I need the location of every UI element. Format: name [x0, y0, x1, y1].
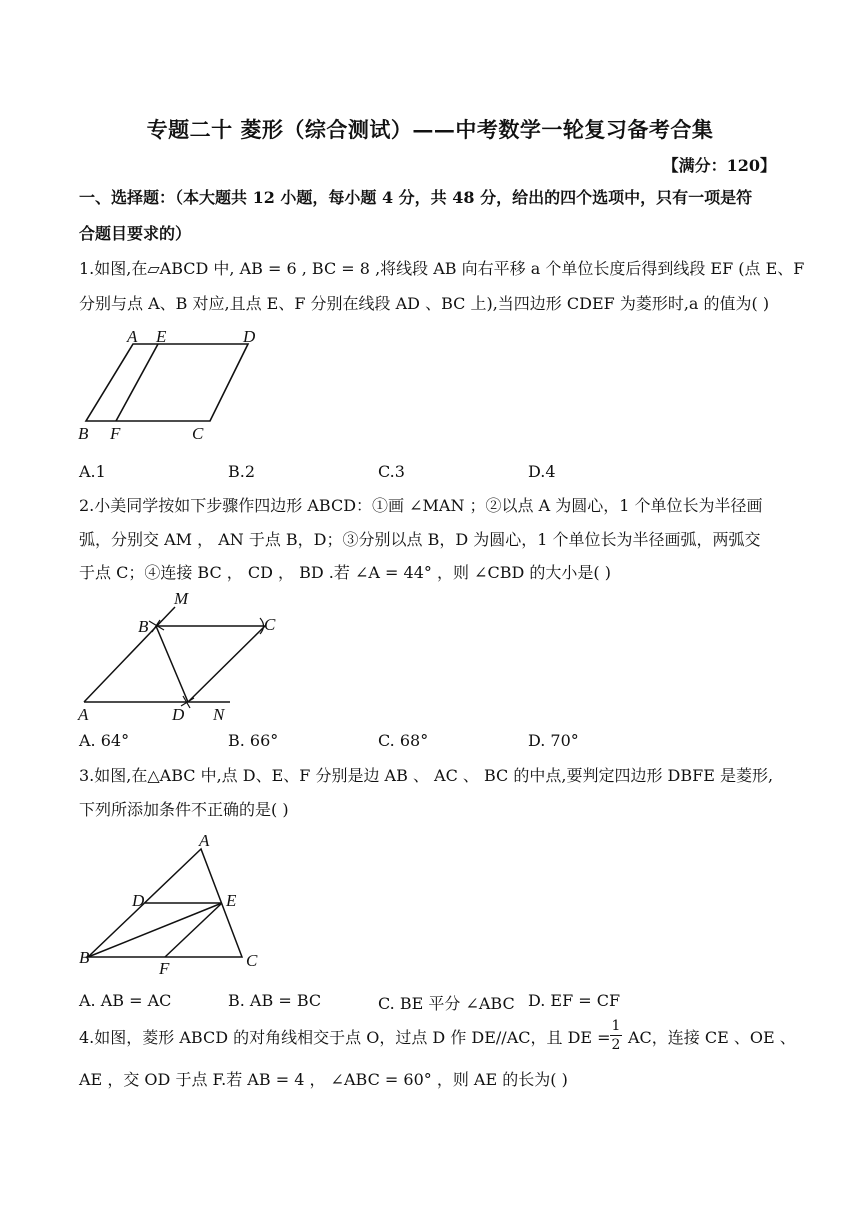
q2-label-b: B [138, 617, 149, 636]
section-heading-line-2: 合题目要求的） [79, 224, 192, 243]
q1-text-line-2: 分别与点 A、B 对应,且点 E、F 分别在线段 AD 、BC 上),当四边形 CDEF 为菱形时,a 的值为( ) [79, 294, 770, 313]
q2-text-line-1: 2.小美同学按如下步骤作四边形 ABCD：①画 ∠MAN ；②以点 A 为圆心，1 个单位长为半径画 [79, 496, 763, 515]
q4-text-line-1a: 4.如图，菱形 ABCD 的对角线相交于点 O，过点 D 作 DE//AC，且 DE = [79, 1028, 611, 1047]
q3-label-d: D [132, 891, 145, 910]
q3-option-a: A. AB = AC [79, 991, 172, 1010]
q3-option-b: B. AB = BC [228, 991, 322, 1010]
q1-label-c: C [192, 424, 204, 443]
q1-text-line-1: 1.如图,在▱ABCD 中, AB = 6 , BC = 8 ,将线段 AB 向右平移 a 个单位长度后得到线段 EF (点 E、F [79, 259, 805, 278]
q4-fraction-numerator: 1 [611, 1018, 621, 1034]
q4-fraction-bar [610, 1035, 622, 1036]
q2-label-d: D [172, 705, 185, 724]
q4-fraction-denominator: 2 [611, 1037, 621, 1053]
q3-label-b: B [79, 948, 90, 967]
q1-option-d: D.4 [528, 462, 556, 481]
q2-text-line-2: 弧，分别交 AM ， AN 于点 B，D；③分别以点 B，D 为圆心，1 个单位长为半径画弧，两弧交 [79, 530, 761, 549]
q2-option-c: C. 68° [378, 731, 429, 750]
q3-label-a: A [199, 831, 210, 850]
q1-label-b: B [78, 424, 89, 443]
q4-fraction [610, 1018, 622, 1053]
q2-label-a: A [78, 705, 89, 724]
q1-label-d: D [243, 327, 256, 346]
q1-parallelogram-figure [70, 322, 270, 447]
q4-text-line-2: AE ，交 OD 于点 F.若 AB = 4 ， ∠ABC = 60° ，则 AE 的长为( ) [79, 1070, 568, 1089]
q2-label-m: M [174, 589, 189, 608]
q2-label-c: C [264, 615, 276, 634]
q3-option-c: C. BE 平分 ∠ABC [378, 994, 515, 1013]
q3-label-e: E [226, 891, 237, 910]
q1-label-f: F [110, 424, 121, 443]
full-score: 【满分：120】 [662, 156, 776, 175]
q1-option-c: C.3 [378, 462, 405, 481]
q2-option-b: B. 66° [228, 731, 279, 750]
q3-option-d: D. EF = CF [528, 991, 621, 1010]
section-heading-line-1: 一、选择题：（本大题共 12 小题，每小题 4 分，共 48 分，给出的四个选项中，只有一项是符 [79, 188, 753, 207]
q2-option-a: A. 64° [79, 731, 130, 750]
q2-label-n: N [213, 705, 225, 724]
q2-option-d: D. 70° [528, 731, 579, 750]
q3-triangle-figure [70, 830, 280, 980]
q3-label-f: F [159, 959, 170, 978]
q3-label-c: C [246, 951, 258, 970]
q2-rhombus-construction-figure [70, 588, 290, 728]
q1-label-a: A [127, 327, 138, 346]
page-title: 专题二十 菱形（综合测试）——中考数学一轮复习备考合集 [146, 117, 714, 142]
q1-option-b: B.2 [228, 462, 256, 481]
q1-option-a: A.1 [79, 462, 106, 481]
q2-text-line-3: 于点 C；④连接 BC ， CD ， BD .若 ∠A = 44° ，则 ∠CBD 的大小是( ) [79, 563, 611, 582]
q4-text-line-1b: AC，连接 CE 、OE 、 [628, 1028, 796, 1047]
q3-text-line-1: 3.如图,在△ABC 中,点 D、E、F 分别是边 AB 、 AC 、 BC 的中点,要判定四边形 DBFE 是菱形, [79, 766, 774, 785]
q3-text-line-2: 下列所添加条件不正确的是( ) [79, 800, 289, 819]
q1-label-e: E [156, 327, 167, 346]
